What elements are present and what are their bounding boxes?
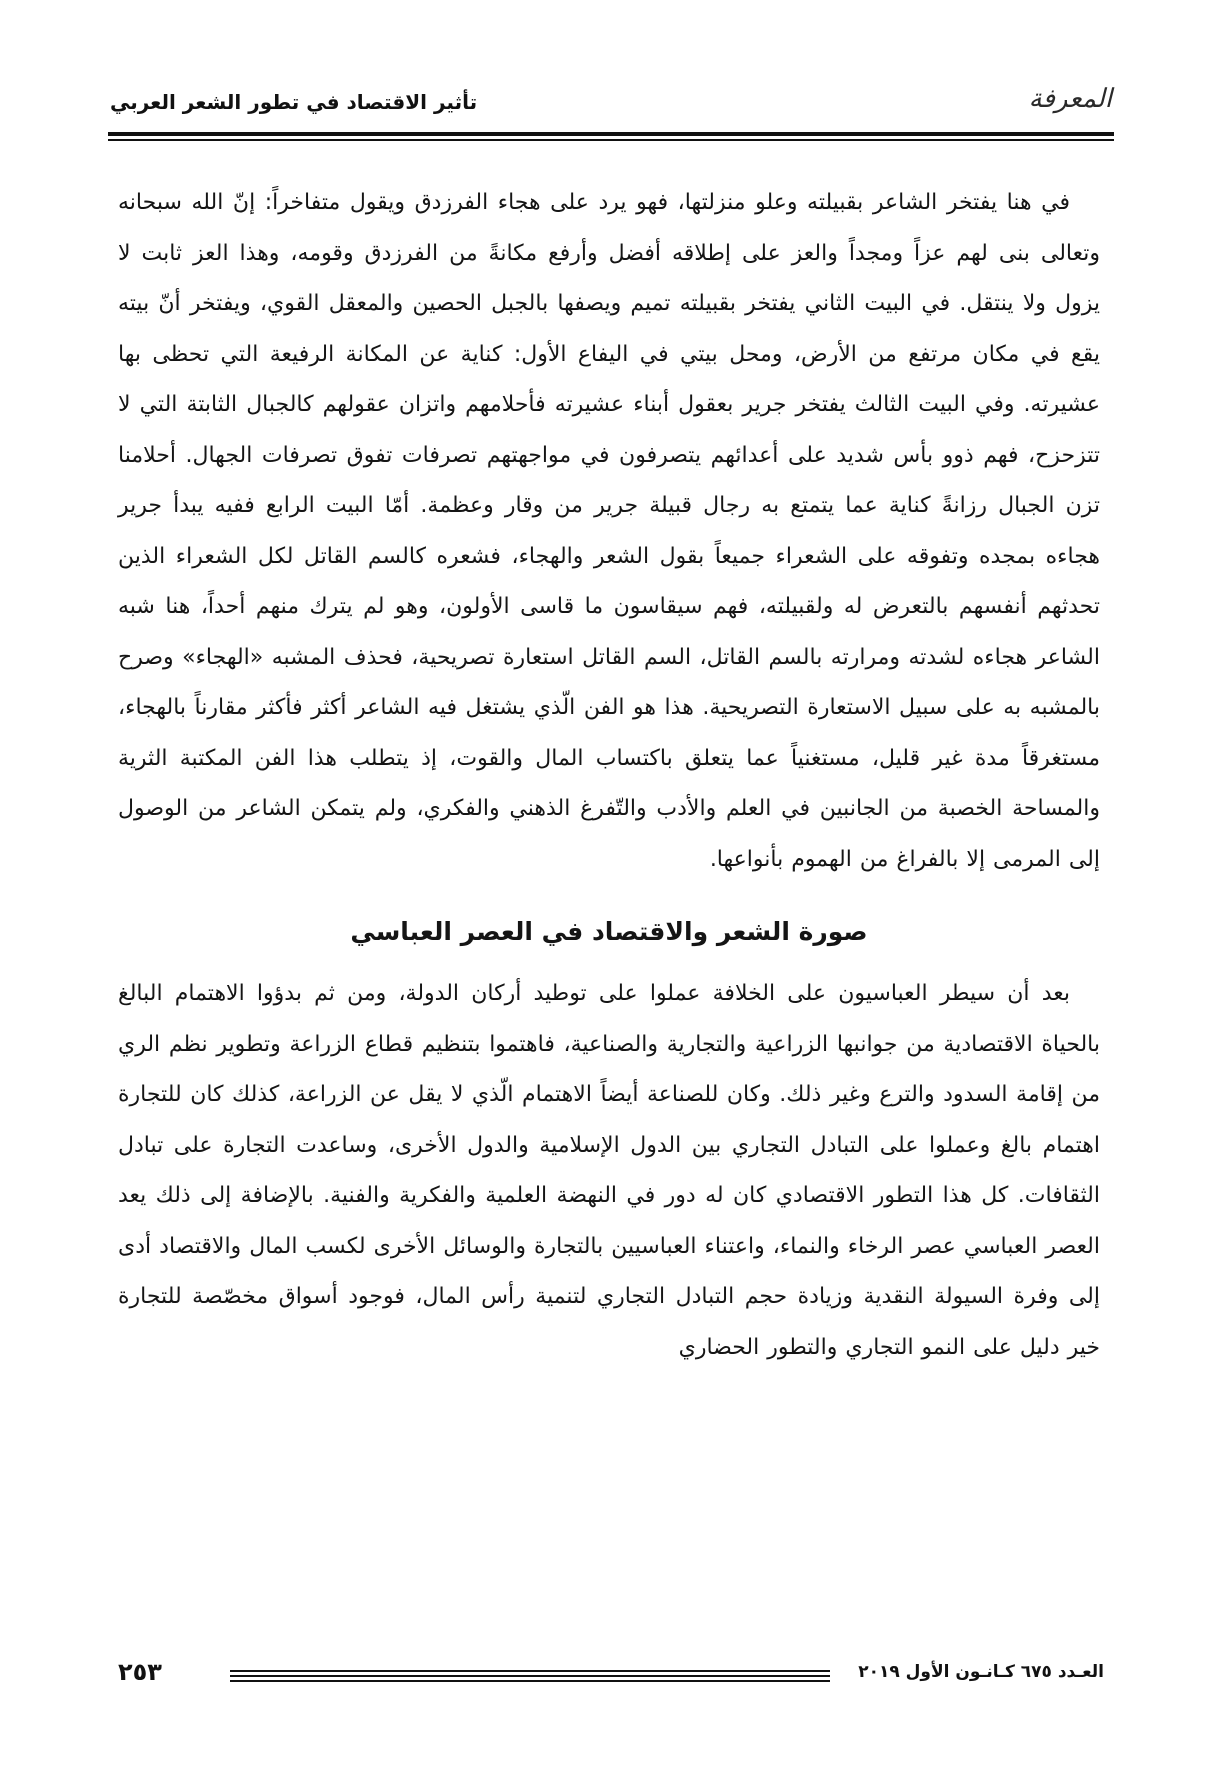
footer-divider: [230, 1670, 830, 1672]
body-paragraph-2: بعد أن سيطر العباسيون على الخلافة عملوا على توطيد أركان الدولة، ومن ثم بدؤوا الاهتمام البالغ بالحياة الاقتصادية من جوانبها الزراعية والتجارية والصناعية، فاهتموا بتنظيم قطاع الزراعة وتطوير نظم الري من إقامة السدود والترع وغير ذلك. وكان للصناعة أيضاً الاهتمام الّذي لا يقل عن الزراعة، كذلك كان للتجارة اهتمام بالغ وعملوا على التبادل التجاري بين الدول الإسلامية والدول الأخرى، وساعدت التجارة على تبادل الثقافات. كل هذا التطور الاقتصادي كان له دور في النهضة العلمية والفكرية والفنية. بالإضافة إلى ذلك يعد العصر العباسي عصر الرخاء والنماء، واعتناء العباسيين بالتجارة والوسائل الأخرى لكسب المال والاقتصاد أدى إلى وفرة السيولة النقدية وزيادة حجم التبادل التجاري لتنمية رأس المال، فوجود أسواق مخصّصة للتجارة خير دليل على النمو التجاري والتطور الحضاري: [118, 981, 1100, 1360]
running-title: تأثير الاقتصاد في تطور الشعر العربي: [110, 90, 478, 114]
footer-divider: [230, 1680, 830, 1682]
issue-info: العـدد ٦٧٥ كـانـون الأول ٢٠١٩: [858, 1662, 1104, 1682]
section-heading: صورة الشعر والاقتصاد في العصر العباسي: [350, 917, 868, 946]
body-paragraph-1: في هنا يفتخر الشاعر بقبيلته وعلو منزلتها، فهو يرد على هجاء الفرزدق ويقول متفاخراً: إنّ الله سبحانه وتعالى بنى لهم عزاً ومجداً والعز على إطلاقه أفضل وأرفع مكانةً من الفرزدق وقومه، وهذا العز ثابت لا يزول ولا ينتقل. في البيت الثاني يفتخر بقبيلته تميم ويصفها بالجبل الحصين والمعقل القوي، ويفتخر أنّ بيته يقع في مكان مرتفع من الأرض، ومحل بيتي في اليفاع الأول: كناية عن المكانة الرفيعة التي تحظى بها عشيرته. وفي البيت الثالث يفتخر جرير بعقول أبناء عشيرته فأحلامهم واتزان عقولهم كالجبال الثابتة التي لا تتزحزح، فهم ذوو بأس شديد على أعدائهم يتصرفون في مواجهتهم تصرفات تفوق تصرفات الجهال. أحلامنا تزن الجبال رزانةً كناية عما يتمتع به رجال قبيلة جرير من وقار وعظمة. أمّا البيت الرابع ففيه يبدأ جرير هجاءه بمجده وتفوقه على الشعراء جميعاً بقول الشعر والهجاء، فشعره كالسم القاتل لكل الشعراء الذين تحدثهم أنفسهم بالتعرض له ولقبيلته، فهم سيقاسون ما قاسى الأولون، وهو لم يترك منهم أحداً، هنا شبه الشاعر هجاءه لشدته ومرارته بالسم القاتل، السم القاتل استعارة تصريحية، فحذف المشبه «الهجاء» وصرح بالمشبه به على سبيل الاستعارة التصريحية. هذا هو الفن الّذي يشتغل فيه الشاعر أكثر فأكثر مقارناً بالهجاء، مستغرقاً مدة غير قليل، مستغنياً عما يتعلق باكتساب المال والقوت، إذ يتطلب هذا الفن المكتبة الثرية والمساحة الخصبة من الجانبين في العلم والأدب والتّفرغ الذهني والفكري، ولم يتمكن الشاعر من الوصول إلى المرمى إلا بالفراغ من الهموم بأنواعها.: [118, 190, 1100, 872]
footer-divider: [230, 1675, 830, 1677]
page-number: ٢٥٣: [118, 1658, 162, 1686]
page-footer: [118, 1658, 1104, 1692]
article-body: [118, 178, 1100, 1373]
page-header: [110, 78, 1112, 130]
header-divider-thin: [108, 139, 1114, 141]
journal-logo: المعرفة: [1028, 84, 1112, 114]
header-divider-thick: [108, 132, 1114, 136]
